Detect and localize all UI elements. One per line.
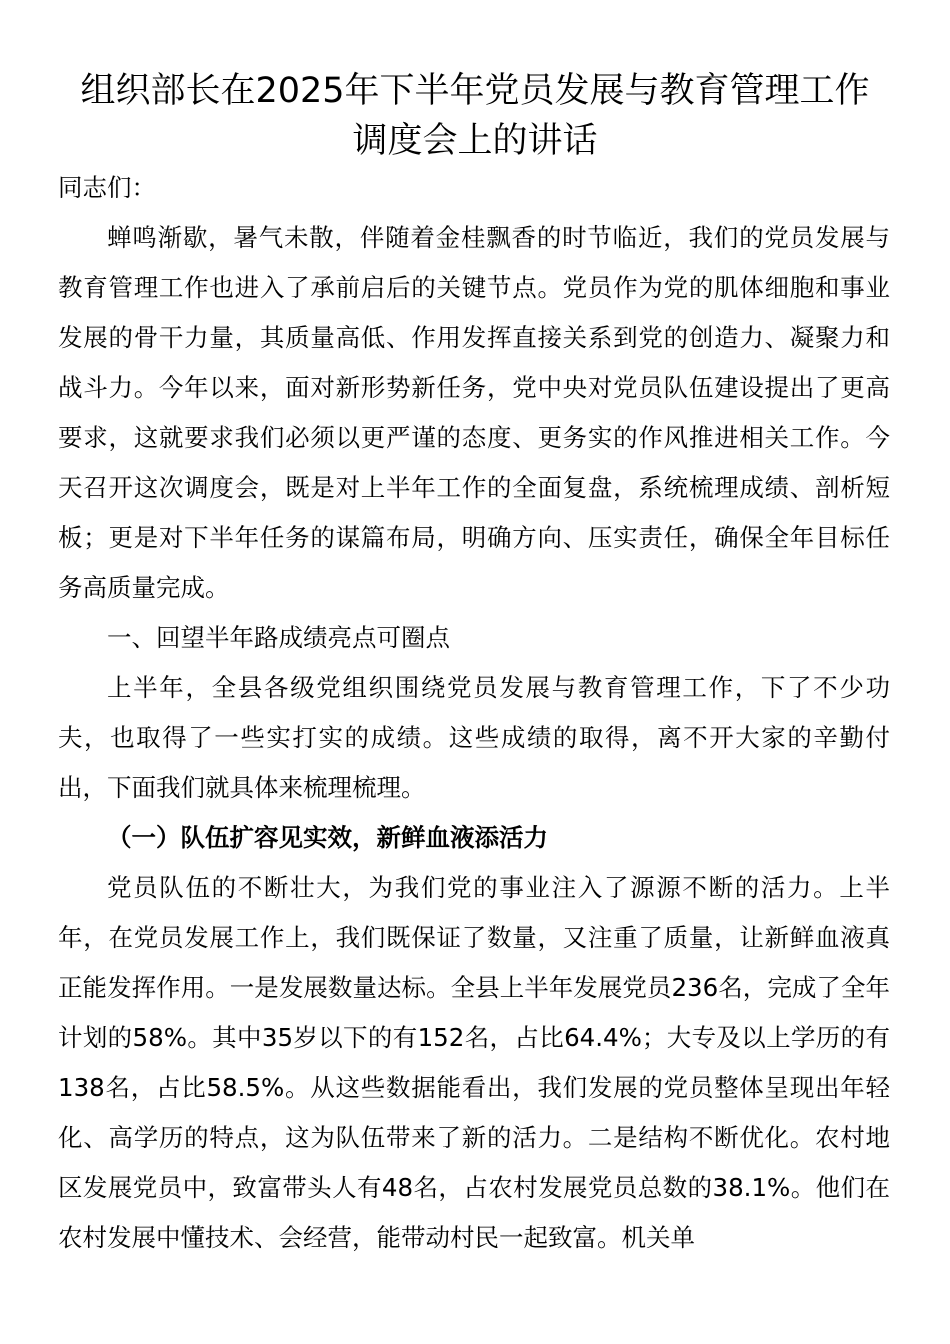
salutation: 同志们：	[58, 173, 156, 202]
title-line-1: 组织部长在2025年下半年党员发展与教育管理工作	[80, 71, 870, 111]
paragraph-subsection-1: 党员队伍的不断壮大，为我们党的事业注入了源源不断的活力。上半年，在党员发展工作上，我们既保证了数量，又注重了质量，让新鲜血液真正能发挥作用。一是发展数量达标。全县上半年发展党员236名，完成了全年计划的58%。其中35岁以下的有152名，占比64.4%；大专及以上学历的有138名，占比58.5%。从这些数据能看出，我们发展的党员整体呈现出年轻化、高学历的特点，这为队伍带来了新的活力。二是结构不断优化。农村地区发展党员中，致富带头人有48名，占农村发展党员总数的38.1%。他们在农村发展中懂技术、会经营，能带动村民一起致富。机关单	[58, 873, 890, 1252]
document-body	[58, 163, 890, 1263]
paragraph-intro: 蝉鸣渐歇，暑气未散，伴随着金桂飘香的时节临近，我们的党员发展与教育管理工作也进入了承前启后的关键节点。党员作为党的肌体细胞和事业发展的骨干力量，其质量高低、作用发挥直接关系到党的创造力、凝聚力和战斗力。今年以来，面对新形势新任务，党中央对党员队伍建设提出了更高要求，这就要求我们必须以更严谨的态度、更务实的作风推进相关工作。今天召开这次调度会，既是对上半年工作的全面复盘，系统梳理成绩、剖析短板；更是对下半年任务的谋篇布局，明确方向、压实责任，确保全年目标任务高质量完成。	[58, 223, 890, 602]
subsection-heading-1: （一）队伍扩容见实效，新鲜血液添活力	[107, 823, 548, 852]
document-title	[40, 66, 910, 166]
title-line-2: 调度会上的讲话	[352, 121, 598, 161]
section-heading-1: 一、回望半年路成绩亮点可圈点	[107, 623, 450, 652]
paragraph-section-1: 上半年，全县各级党组织围绕党员发展与教育管理工作，下了不少功夫，也取得了一些实打实的成绩。这些成绩的取得，离不开大家的辛勤付出，下面我们就具体来梳理梳理。	[58, 673, 890, 802]
